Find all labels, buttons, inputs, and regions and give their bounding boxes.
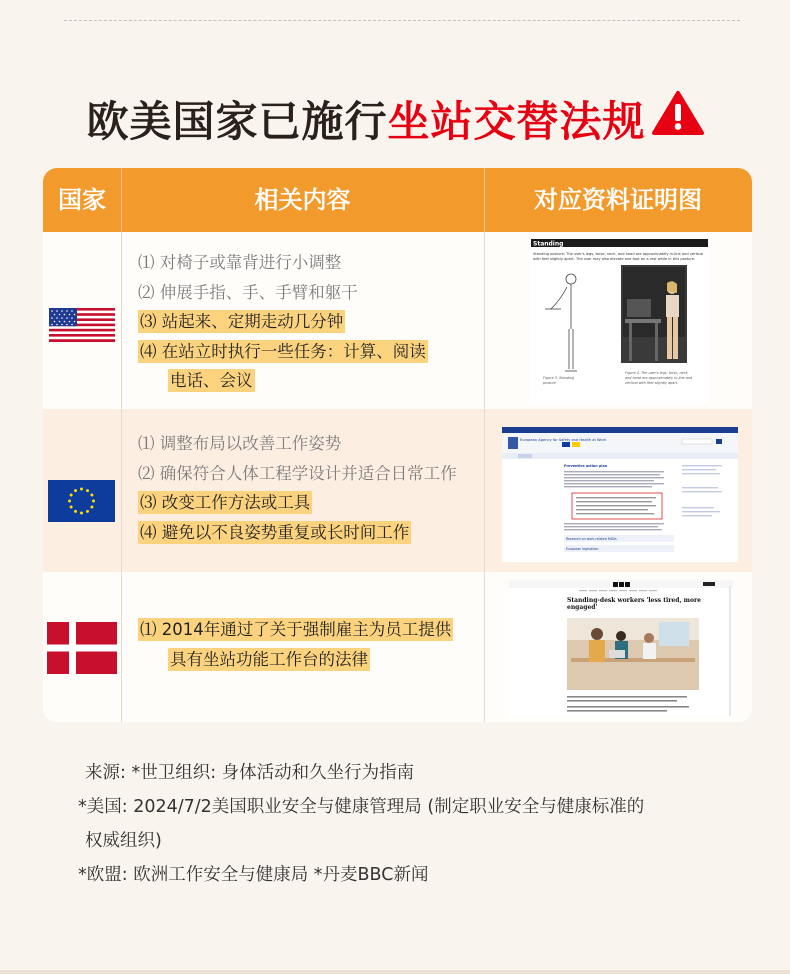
list-item-highlighted: ⑶ 改变工作方法或工具 (140, 493, 311, 512)
us-flag-icon (49, 308, 115, 342)
source-line: *欧盟: 欧洲工作安全与健康局 *丹麦BBC新闻 (78, 865, 429, 885)
eu-section-2: Research on work-related MSDs (566, 537, 617, 541)
eu-items (138, 429, 457, 547)
source-line: *美国: 2024/7/2美国职业安全与健康管理局 (制定职业安全与健康标准的 (78, 797, 645, 817)
usa-items (138, 248, 428, 396)
svg-text:vertical with feet slightly ap: vertical with feet slightly apart. (625, 381, 679, 385)
list-item: ⑴ 对椅子或靠背进行小调整 (138, 253, 342, 272)
list-item-highlighted: ⑴ 2014年通过了关于强制雇主为员工提供 (140, 620, 452, 639)
table-row-eu (43, 409, 752, 572)
header-content: 相关内容 (254, 186, 351, 214)
svg-text:Standing posture: The user's l: Standing posture: The user's legs, torso, neck, and head are approximately in-line and vertical (533, 252, 704, 256)
regulation-table (43, 168, 752, 722)
svg-text:and head are approximately in-: and head are approximately in-line and (625, 376, 693, 380)
list-item-highlighted: 电话、会议 (170, 371, 253, 390)
header-evidence: 对应资料证明图 (534, 186, 702, 214)
header-divider (484, 168, 485, 232)
eu-section-3: European legislation (566, 547, 599, 551)
header-divider (121, 168, 122, 232)
denmark-items (138, 615, 453, 674)
bottom-divider (0, 970, 790, 974)
list-item: ⑴ 调整布局以改善工作姿势 (138, 434, 342, 453)
list-item-highlighted: 具有坐站功能工作台的法律 (170, 649, 368, 669)
svg-text:posture: posture (543, 381, 556, 385)
title-red-text: 坐站交替法规 (387, 97, 646, 146)
table-row-denmark (43, 572, 752, 722)
list-item-highlighted: ⑶ 站起来、定期走动几分钟 (140, 312, 344, 331)
list-item-highlighted: ⑷ 在站立时执行一些任务：计算、阅读 (140, 341, 426, 361)
svg-text:Figure 3. Standing: Figure 3. Standing (543, 376, 575, 380)
eu-osha-webpage (502, 427, 738, 562)
source-line: 来源: *世卫组织: 身体活动和久坐行为指南 (85, 763, 415, 783)
svg-text:engaged': engaged' (567, 604, 598, 611)
source-line: 权威组织) (85, 831, 162, 851)
title-dark-text: 欧美国家已施行 (86, 97, 388, 146)
bbc-news-article (509, 580, 733, 718)
evidence-heading: Standing (533, 240, 564, 248)
eu-agency-name: European Agency for Safety and Health at Work (520, 438, 607, 442)
list-item: ⑵ 确保符合人体工程学设计并适合日常工作 (138, 463, 457, 483)
list-item-highlighted: ⑷ 避免以不良姿势重复或长时间工作 (140, 522, 410, 542)
svg-text:with feet slightly apart. The: with feet slightly apart. The user may also elevate one foot on a rest while in this posture. (533, 257, 696, 261)
sources-note (78, 756, 644, 892)
column-divider (484, 232, 485, 722)
warning-icon (652, 90, 704, 152)
page-title (0, 92, 790, 152)
svg-text:Figure 4. The user's legs, tor: Figure 4. The user's legs, torso, neck, (625, 371, 689, 375)
list-item: ⑵ 伸展手指、手、手臂和躯干 (138, 282, 358, 302)
osha-standing-document (531, 239, 708, 403)
svg-text:Standing-desk workers 'less ti: Standing-desk workers 'less tired, more (567, 597, 701, 604)
header-country: 国家 (58, 186, 106, 214)
denmark-flag-icon (47, 622, 117, 674)
table-header (43, 168, 752, 232)
top-divider (64, 20, 740, 21)
table-row-usa (43, 232, 752, 409)
eu-flag-icon (48, 480, 115, 522)
eu-section-1: Preventive action plan (564, 464, 608, 468)
column-divider (121, 232, 122, 722)
